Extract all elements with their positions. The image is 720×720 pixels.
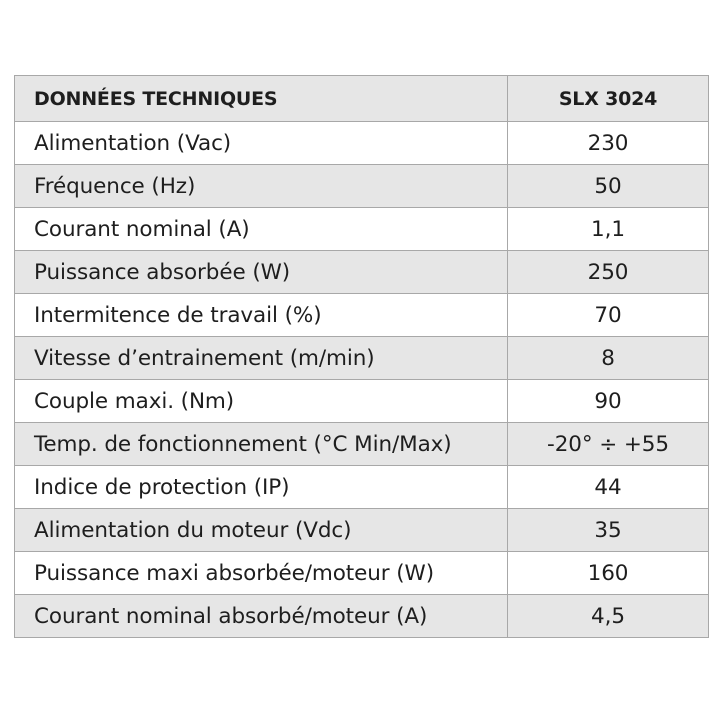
- table-row: [15, 595, 709, 638]
- row-label: Courant nominal (A): [15, 208, 508, 251]
- row-value: 44: [508, 466, 709, 509]
- row-value: 50: [508, 165, 709, 208]
- header-model: SLX 3024: [508, 76, 709, 122]
- table-row: [15, 552, 709, 595]
- row-label: Fréquence (Hz): [15, 165, 508, 208]
- row-label: Couple maxi. (Nm): [15, 380, 508, 423]
- row-label: Alimentation (Vac): [15, 122, 508, 165]
- header-label: DONNÉES TECHNIQUES: [15, 76, 508, 122]
- row-label: Temp. de fonctionnement (°C Min/Max): [15, 423, 508, 466]
- row-value: 70: [508, 294, 709, 337]
- row-label: Intermitence de travail (%): [15, 294, 508, 337]
- row-value: 35: [508, 509, 709, 552]
- row-value: 230: [508, 122, 709, 165]
- technical-data-table: [14, 75, 709, 638]
- row-label: Indice de protection (IP): [15, 466, 508, 509]
- row-value: 250: [508, 251, 709, 294]
- row-value: 4,5: [508, 595, 709, 638]
- table-row: [15, 380, 709, 423]
- table-row: [15, 294, 709, 337]
- row-value: -20° ÷ +55: [508, 423, 709, 466]
- row-label: Vitesse d’entrainement (m/min): [15, 337, 508, 380]
- table-row: [15, 208, 709, 251]
- table-row: [15, 423, 709, 466]
- table-row: [15, 337, 709, 380]
- table-row: [15, 466, 709, 509]
- table-row: [15, 509, 709, 552]
- row-value: 90: [508, 380, 709, 423]
- row-value: 1,1: [508, 208, 709, 251]
- table-header-row: [15, 76, 709, 122]
- table-row: [15, 251, 709, 294]
- table-row: [15, 122, 709, 165]
- row-value: 8: [508, 337, 709, 380]
- row-label: Puissance maxi absorbée/moteur (W): [15, 552, 508, 595]
- table-row: [15, 165, 709, 208]
- row-label: Alimentation du moteur (Vdc): [15, 509, 508, 552]
- row-value: 160: [508, 552, 709, 595]
- row-label: Courant nominal absorbé/moteur (A): [15, 595, 508, 638]
- row-label: Puissance absorbée (W): [15, 251, 508, 294]
